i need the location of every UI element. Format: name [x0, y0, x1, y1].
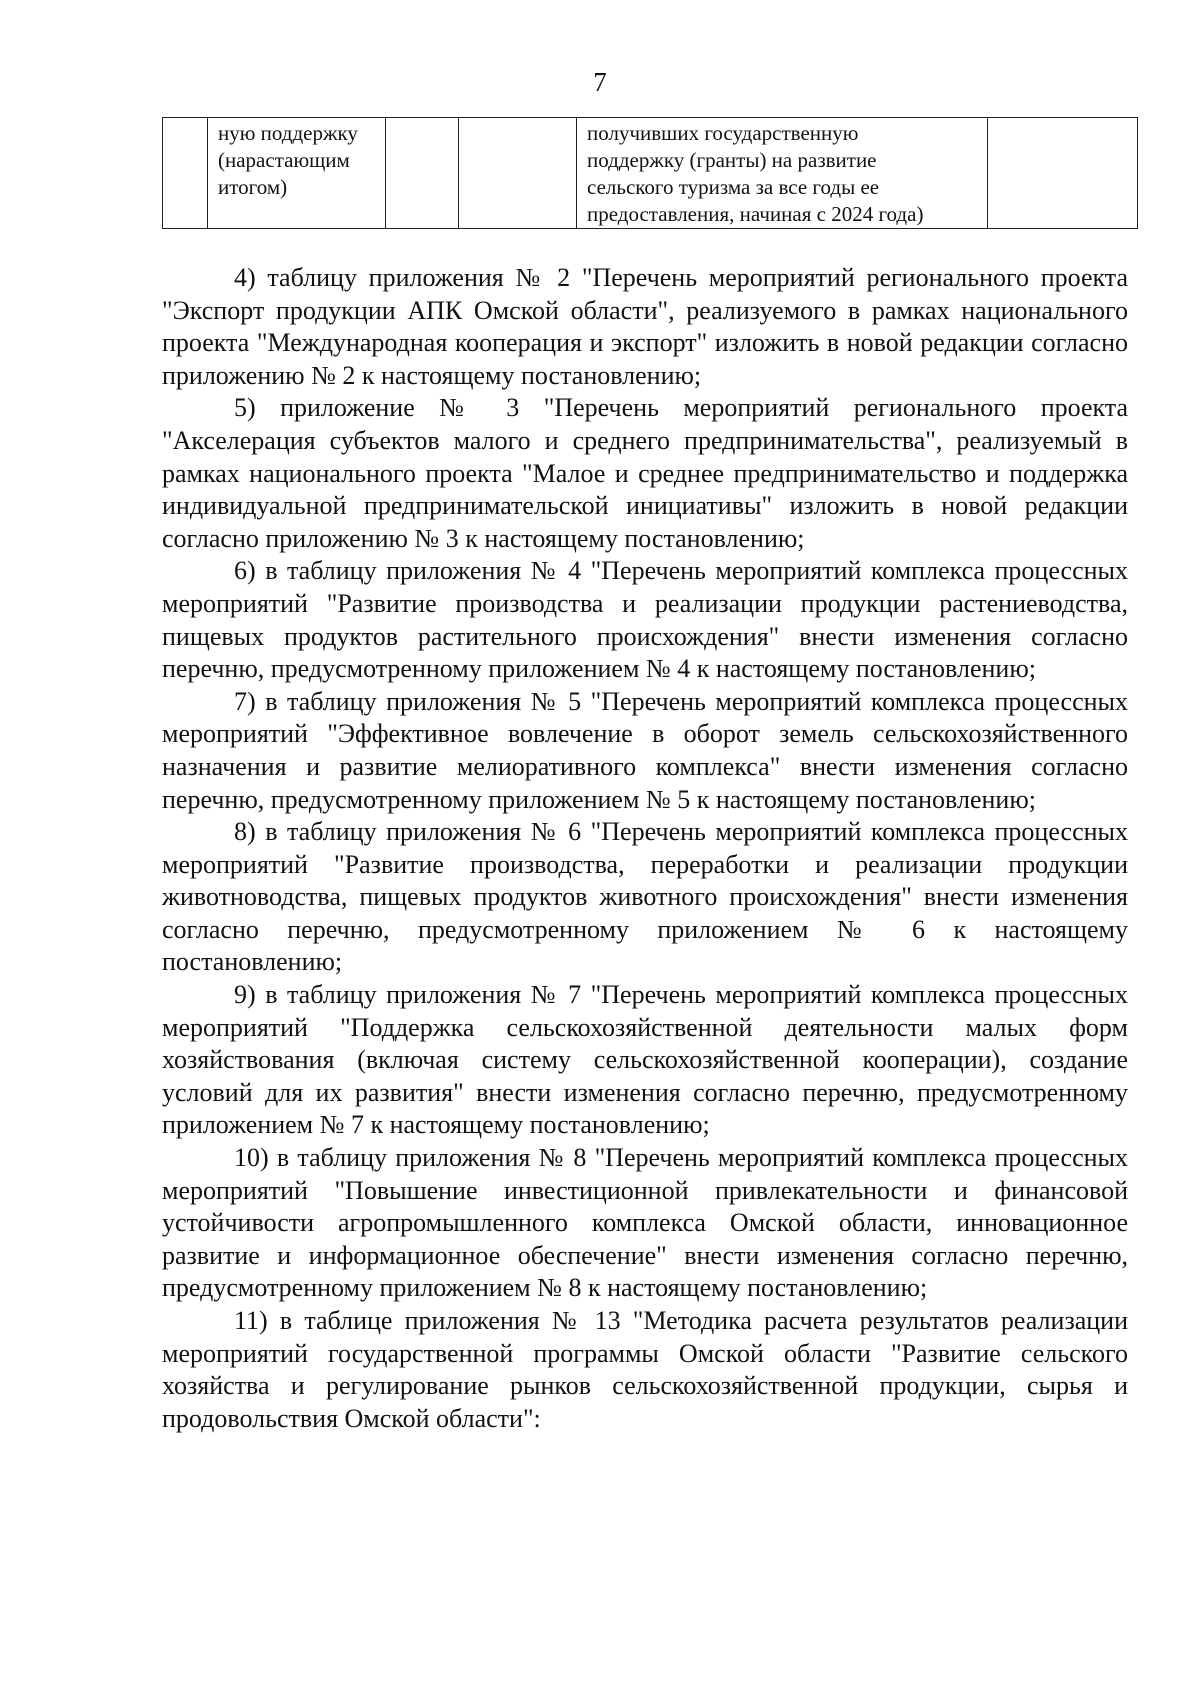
paragraph-item-5: 5) приложение № 3 "Перечень мероприятий регионального проекта "Акселерация субъектов малого и среднего предпринимательства", реализуемый в рамках национального проекта "Малое и среднее предпринимательство и поддержка индивидуальной предпринимательской инициативы" изложить в новой редакции согласно приложению № 3 к настоящему постановлению;	[162, 393, 1128, 553]
paragraph-item-7: 7) в таблицу приложения № 5 "Перечень мероприятий комплекса процессных мероприятий "Эффективное вовлечение в оборот земель сельскохозяйственного назначения и развитие мелиоративного комплекса" внести изменения согласно перечню, предусмотренному приложением № 5 к настоящему постановлению;	[162, 686, 1128, 814]
table-cell	[988, 118, 1138, 229]
table-cell	[163, 118, 208, 229]
paragraph-item-4: 4) таблицу приложения № 2 "Перечень мероприятий регионального проекта "Экспорт продукции АПК Омской области", реализуемого в рамках национального проекта "Международная кооперация и экспорт" изложить в новой редакции согласно приложению № 2 к настоящему постановлению;	[162, 263, 1128, 390]
table-row	[163, 118, 1138, 229]
document-body	[162, 262, 1128, 1435]
paragraph-item-9: 9) в таблицу приложения № 7 "Перечень мероприятий комплекса процессных мероприятий "Поддержка сельскохозяйственной деятельности малых форм хозяйствования (включая систему сельскохозяйственной кооперации), создание условий для их развития" внести изменения согласно перечню, предусмотренному приложением № 7 к настоящему постановлению;	[162, 980, 1128, 1140]
paragraph-item-11: 11) в таблице приложения № 13 "Методика расчета результатов реализации мероприятий государственной программы Омской области "Развитие сельского хозяйства и регулирование рынков сельскохозяйственной продукции, сырья и продовольствия Омской области":	[162, 1306, 1128, 1433]
page-number: 7	[593, 67, 607, 97]
paragraph-item-10: 10) в таблицу приложения № 8 "Перечень мероприятий комплекса процессных мероприятий "Повышение инвестиционной привлекательности и финансовой устойчивости агропромышленного комплекса Омской области, инновационное развитие и информационное обеспечение" внести изменения согласно перечню, предусмотренному приложением № 8 к настоящему постановлению;	[162, 1143, 1128, 1303]
table-cell	[459, 118, 577, 229]
paragraph-item-6: 6) в таблицу приложения № 4 "Перечень мероприятий комплекса процессных мероприятий "Развитие производства и реализации продукции растениеводства, пищевых продуктов растительного происхождения" внести изменения согласно перечню, предусмотренному приложением № 4 к настоящему постановлению;	[162, 556, 1128, 684]
table-cell: получивших государственную поддержку (гранты) на развитие сельского туризма за все годы ее предоставления, начиная с 2024 года)	[577, 118, 988, 229]
table-cell	[386, 118, 459, 229]
continuation-table	[162, 117, 1138, 229]
paragraph-item-8: 8) в таблицу приложения № 6 "Перечень мероприятий комплекса процессных мероприятий "Развитие производства, переработки и реализации продукции животноводства, пищевых продуктов животного происхождения" внести изменения согласно перечню, предусмотренному приложением № 6 к настоящему постановлению;	[162, 817, 1128, 977]
table-cell: ную поддержку (нарастающим итогом)	[208, 118, 386, 229]
